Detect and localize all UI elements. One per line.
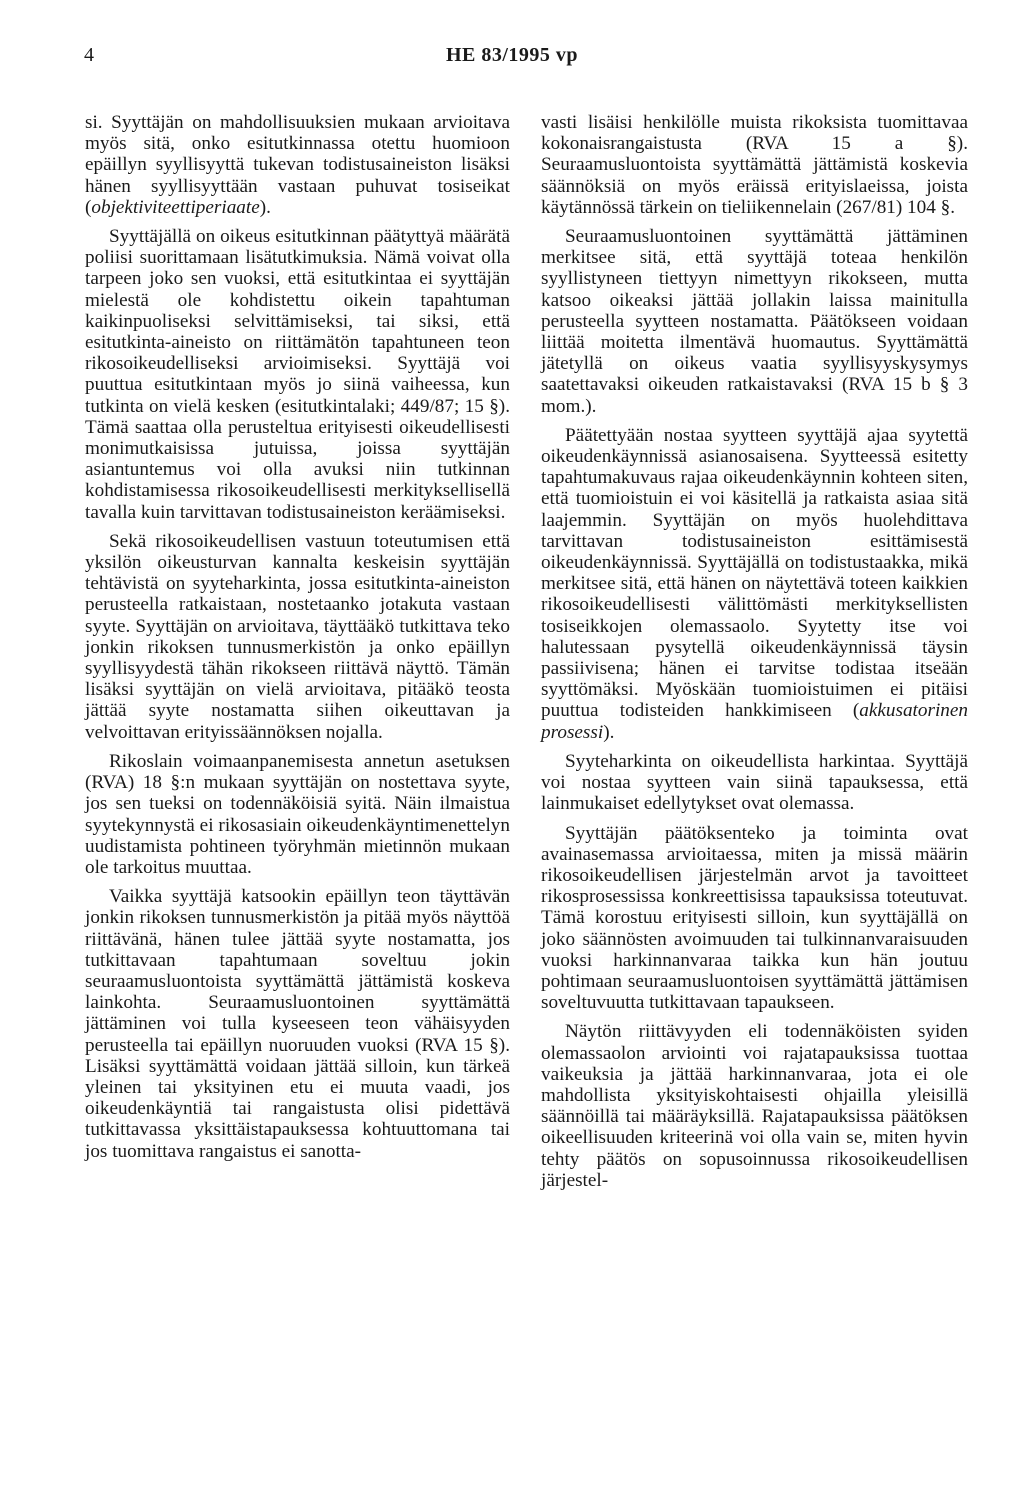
page-number: 4 — [84, 44, 94, 66]
paragraph: Syyteharkinta on oikeudellista harkintaa. Syyttäjä voi nostaa syytteen vain siinä tapauksessa, että lainmukaiset edellytykset ovat olemassa. — [541, 750, 968, 815]
paragraph: Sekä rikosoikeudellisen vastuun toteutumisen että yksilön oikeusturvan kannalta keskeisin syyttäjän tehtävistä on syyteharkinta, jossa esitutkinta-aineiston perusteella ratkaistaan, nostetaanko jotakuta vastaan syyte. Syyttäjän on arvioitava, täyttääkö tutkittava teko jonkin rikoksen tunnusmerkistön ja onko epäillyn syyllisyydestä tähän rikokseen riittävä näyttö. Tämän lisäksi syyttäjän on vielä arvioitava, pitääkö teosta jättää syyte nostamatta siihen oikeuttavan ja velvoittavan erityissäännöksen nojalla. — [85, 530, 510, 743]
paragraph: Seuraamusluontoinen syyttämättä jättäminen merkitsee sitä, että syyttäjä toteaa henkilön syyllistyneen tiettyyn nimettyyn rikokseen, mutta katsoo oikeaksi jättää jollakin laissa mainitulla perusteella syytteen nostamatta. Päätökseen voidaan liittää moitetta ilmentävä huomautus. Syyttämättä jätetyllä on oikeus vaatia syyllisyyskysymys saatettavaksi oikeuden ratkaistavaksi (RVA 15 b § 3 mom.). — [541, 226, 968, 417]
paragraph: Syyttäjän päätöksenteko ja toiminta ovat avainasemassa arvioitaessa, miten ja missä määrin rikosoikeudellisen järjestelmän arvot ja tavoitteet rikosprosessissa konkreettisissa tapauksissa toteutuvat. Tämä korostuu erityisesti silloin, kun syyttäjällä on joko säännösten avoimuuden tai tulkinnanvaraisuuden vuoksi harkinnanvaraa taikka kun hän joutuu pohtimaan seuraamusluontoisen syyttämättä jättämisen soveltuvuutta tutkittavaan tapaukseen. — [541, 822, 968, 1014]
document-id: HE 83/1995 vp — [445, 44, 579, 66]
right-column — [541, 112, 968, 1191]
paragraph: Näytön riittävyyden eli todennäköisten syiden olemassaolon arviointi voi rajatapauksissa tuottaa vaikeuksia ja jättää harkinnanvaraa, jota ei ole mahdollista yksityiskohtaisesti ohjailla yleisillä säännöillä tai määräyksillä. Rajatapauksissa päätöksen oikeellisuuden kriteerinä voi olla vain se, miten hyvin tehty päätös on sopusoinnussa rikosoikeudellisen järjestel- — [541, 1021, 968, 1191]
paragraph: Syyttäjällä on oikeus esitutkinnan päätyttyä määrätä poliisi suorittamaan lisätutkimuksia. Nämä voivat olla tarpeen joko sen vuoksi, että esitutkintaa ei syyttäjän mielestä ole kohdistettu oikein tapahtuman kaikinpuoliseksi selvittämiseksi, tai siksi, että esitutkinta-aineisto on riittämätön tapahtuneen teon rikosoikeudelliseksi arvioimiseksi. Syyttäjä voi puuttua esitutkintaan myös jo siinä vaiheessa, kun tutkinta on vielä kesken (esitutkintalaki; 449/87; 15 §). Tämä saattaa olla perusteltua erityisesti oikeudellisesti monimutkaisissa jutuissa, joissa syyttäjän asiantuntemus voi olla avuksi niin tutkinnan kohdistamisessa rikosoikeudellisesti merkityksellisellä tavalla kuin tarvittavan todistusaineiston keräämiseksi. — [85, 226, 510, 523]
paragraph: vasti lisäisi henkilölle muista rikoksista tuomittavaa kokonaisrangaistusta (RVA 15 a §). Seuraamusluontoista syyttämättä jättämistä koskevia säännöksiä on myös eräissä erityislaeissa, joista käytännössä tärkein on tieliikennelain (267/81) 104 §. — [541, 112, 968, 218]
paragraph: Päätettyään nostaa syytteen syyttäjä ajaa syytettä oikeudenkäynnissä asianosaisena. Syytteessä esitetty tapahtumakuvaus rajaa oikeudenkäynnin kohteen siten, että tuomioistuin ei voi käsitellä ja ratkaista asiaa sitä laajemmin. Syyttäjän on myös huolehdittava tarvittavan todistusaineiston esittämisestä oikeudenkäynnissä. Syyttäjällä on todistustaakka, mikä merkitsee sitä, että hänen on näytettävä toteen kaikkien rikosoikeudellisesti välittömästi merkityksellisten tosiseikkojen olemassaolo. Syytetty itse voi halutessaan pysytellä oikeudenkäynnissä täysin passiivisena; hänen ei tarvitse todistaa itseään syyttömäksi. Myöskään tuomioistuimen ei pitäisi puuttua todisteiden hankkimiseen (akkusatorinen prosessi). — [541, 424, 968, 743]
page-header — [0, 44, 1024, 74]
left-column — [85, 112, 510, 1162]
term-emphasis: objektiviteettiperiaate — [91, 196, 260, 218]
paragraph: Vaikka syyttäjä katsookin epäillyn teon täyttävän jonkin rikoksen tunnusmerkistön ja pitää myös näyttöä riittävänä, hänen tulee jättää syyte nostamatta, jos tutkittavaan tapahtumaan soveltuu jokin seuraamusluontoista syyttämättä jättämistä koskeva lainkohta. Seuraamusluontoinen syyttämättä jättäminen voi tulla kyseeseen teon vähäisyyden perusteella tai epäillyn nuoruuden vuoksi (RVA 15 §). Lisäksi syyttämättä voidaan jättää silloin, kun tärkeä yleinen tai yksityinen etu ei muuta vaadi, jos oikeudenkäyntiä tai rangaistusta olisi pidettävä tutkittavassa yksittäistapauksessa kohtuuttomana tai jos tuomittava rangaistus ei sanotta- — [85, 886, 510, 1162]
paragraph: Rikoslain voimaanpanemisesta annetun asetuksen (RVA) 18 §:n mukaan syyttäjän on nostettava syyte, jos sen tueksi on todennäköisiä syitä. Näin ilmaistua syytekynnystä ei rikosasiain oikeudenkäyntimenettelyn uudistamista pohtineen työryhmän mietinnön mukaan ole tarkoitus muuttaa. — [85, 750, 510, 878]
paragraph: si. Syyttäjän on mahdollisuuksien mukaan arvioitava myös sitä, onko esitutkinnassa otettu huomioon epäillyn syyllisyyttä tukevan todistusaineiston lisäksi hänen syyllisyyttään vastaan puhuvat tosiseikat (objektiviteettiperiaate). — [85, 112, 510, 218]
term-emphasis: akkusatorinen prosessi — [541, 700, 968, 743]
